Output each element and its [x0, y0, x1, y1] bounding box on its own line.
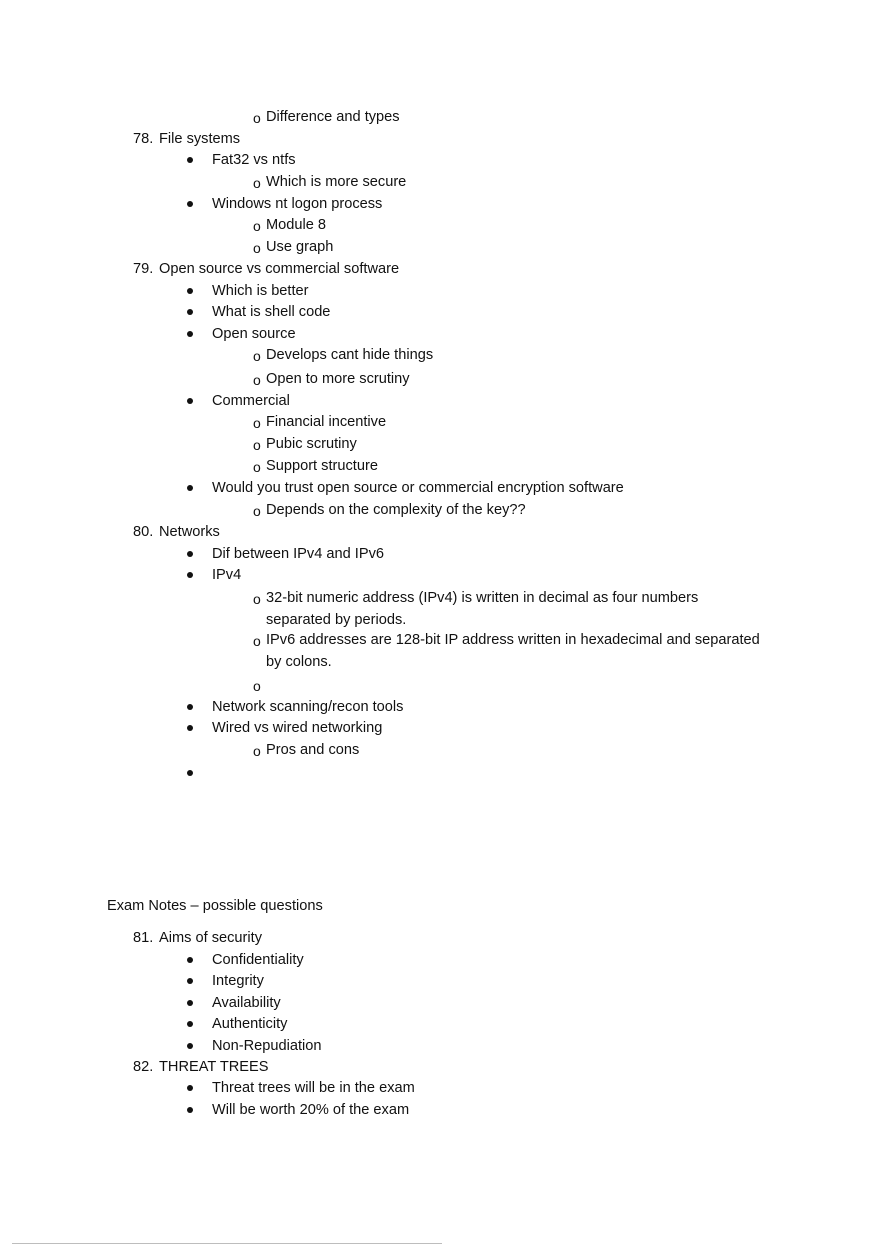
list-item: Threat trees will be in the exam	[212, 1080, 415, 1096]
list-item: Availability	[212, 995, 281, 1011]
circle-bullet-icon: o	[253, 743, 261, 759]
section-title: Open source vs commercial software	[159, 261, 400, 277]
bullet-icon	[187, 485, 193, 491]
list-item: IPv4	[212, 567, 242, 583]
bullet-icon	[187, 157, 193, 163]
list-item: Confidentiality	[212, 952, 304, 968]
bullet-icon	[187, 331, 193, 337]
section-title: THREAT TREES	[159, 1059, 269, 1075]
list-item: Non-Repudiation	[212, 1038, 322, 1054]
bullet-icon	[187, 978, 193, 984]
circle-bullet-icon: o	[253, 633, 261, 649]
list-item: Integrity	[212, 973, 264, 989]
list-item: IPv6 addresses are 128-bit IP address written in hexadecimal and separated	[266, 632, 760, 648]
bullet-icon	[187, 398, 193, 404]
list-item: Authenticity	[212, 1016, 288, 1032]
list-item: Pros and cons	[266, 742, 360, 758]
section-heading: Exam Notes – possible questions	[107, 898, 323, 914]
footer-divider	[12, 1243, 442, 1244]
list-item: Depends on the complexity of the key??	[266, 502, 526, 518]
item-number: 78.	[133, 131, 154, 147]
circle-bullet-icon: o	[253, 218, 261, 234]
list-item: Financial incentive	[266, 414, 387, 430]
section-title: Networks	[159, 524, 220, 540]
circle-bullet-icon: o	[253, 348, 261, 364]
circle-bullet-icon: o	[253, 372, 261, 388]
list-item: Network scanning/recon tools	[212, 699, 404, 715]
bullet-icon	[187, 704, 193, 710]
bullet-icon	[187, 1000, 193, 1006]
list-item: Support structure	[266, 458, 378, 474]
bullet-icon	[187, 201, 193, 207]
list-item: Which is more secure	[266, 174, 407, 190]
circle-bullet-icon: o	[253, 503, 261, 519]
list-item: Difference and types	[266, 109, 400, 125]
list-item: Commercial	[212, 393, 290, 409]
circle-bullet-icon: o	[253, 415, 261, 431]
list-item-continuation: by colons.	[266, 654, 332, 670]
list-item: Open to more scrutiny	[266, 371, 410, 387]
bullet-icon	[187, 1021, 193, 1027]
list-item: Pubic scrutiny	[266, 436, 357, 452]
bullet-icon	[187, 725, 193, 731]
bullet-icon	[187, 1085, 193, 1091]
item-number: 79.	[133, 261, 154, 277]
list-item: What is shell code	[212, 304, 331, 320]
list-item: Would you trust open source or commercial encryption software	[212, 480, 624, 496]
bullet-icon	[187, 572, 193, 578]
bullet-icon	[187, 551, 193, 557]
circle-bullet-icon: o	[253, 110, 261, 126]
list-item: Dif between IPv4 and IPv6	[212, 546, 384, 562]
list-item: Windows nt logon process	[212, 196, 383, 212]
list-item: Use graph	[266, 239, 334, 255]
bullet-icon	[187, 1043, 193, 1049]
bullet-icon	[187, 309, 193, 315]
list-item-continuation: separated by periods.	[266, 612, 407, 628]
list-item: Module 8	[266, 217, 327, 233]
list-item: Will be worth 20% of the exam	[212, 1102, 410, 1118]
list-item: Which is better	[212, 283, 309, 299]
list-item: Open source	[212, 326, 296, 342]
circle-bullet-icon: o	[253, 459, 261, 475]
list-item: 32-bit numeric address (IPv4) is written in decimal as four numbers	[266, 590, 699, 606]
circle-bullet-icon: o	[253, 678, 261, 694]
circle-bullet-icon: o	[253, 437, 261, 453]
item-number: 80.	[133, 524, 154, 540]
item-number: 81.	[133, 930, 154, 946]
circle-bullet-icon: o	[253, 175, 261, 191]
list-item: Wired vs wired networking	[212, 720, 383, 736]
list-item: Fat32 vs ntfs	[212, 152, 296, 168]
section-title: File systems	[159, 131, 241, 147]
circle-bullet-icon: o	[253, 240, 261, 256]
list-item: Develops cant hide things	[266, 347, 434, 363]
circle-bullet-icon: o	[253, 591, 261, 607]
bullet-icon	[187, 1107, 193, 1113]
bullet-icon	[187, 957, 193, 963]
item-number: 82.	[133, 1059, 154, 1075]
bullet-icon	[187, 770, 193, 776]
bullet-icon	[187, 288, 193, 294]
section-title: Aims of security	[159, 930, 262, 946]
